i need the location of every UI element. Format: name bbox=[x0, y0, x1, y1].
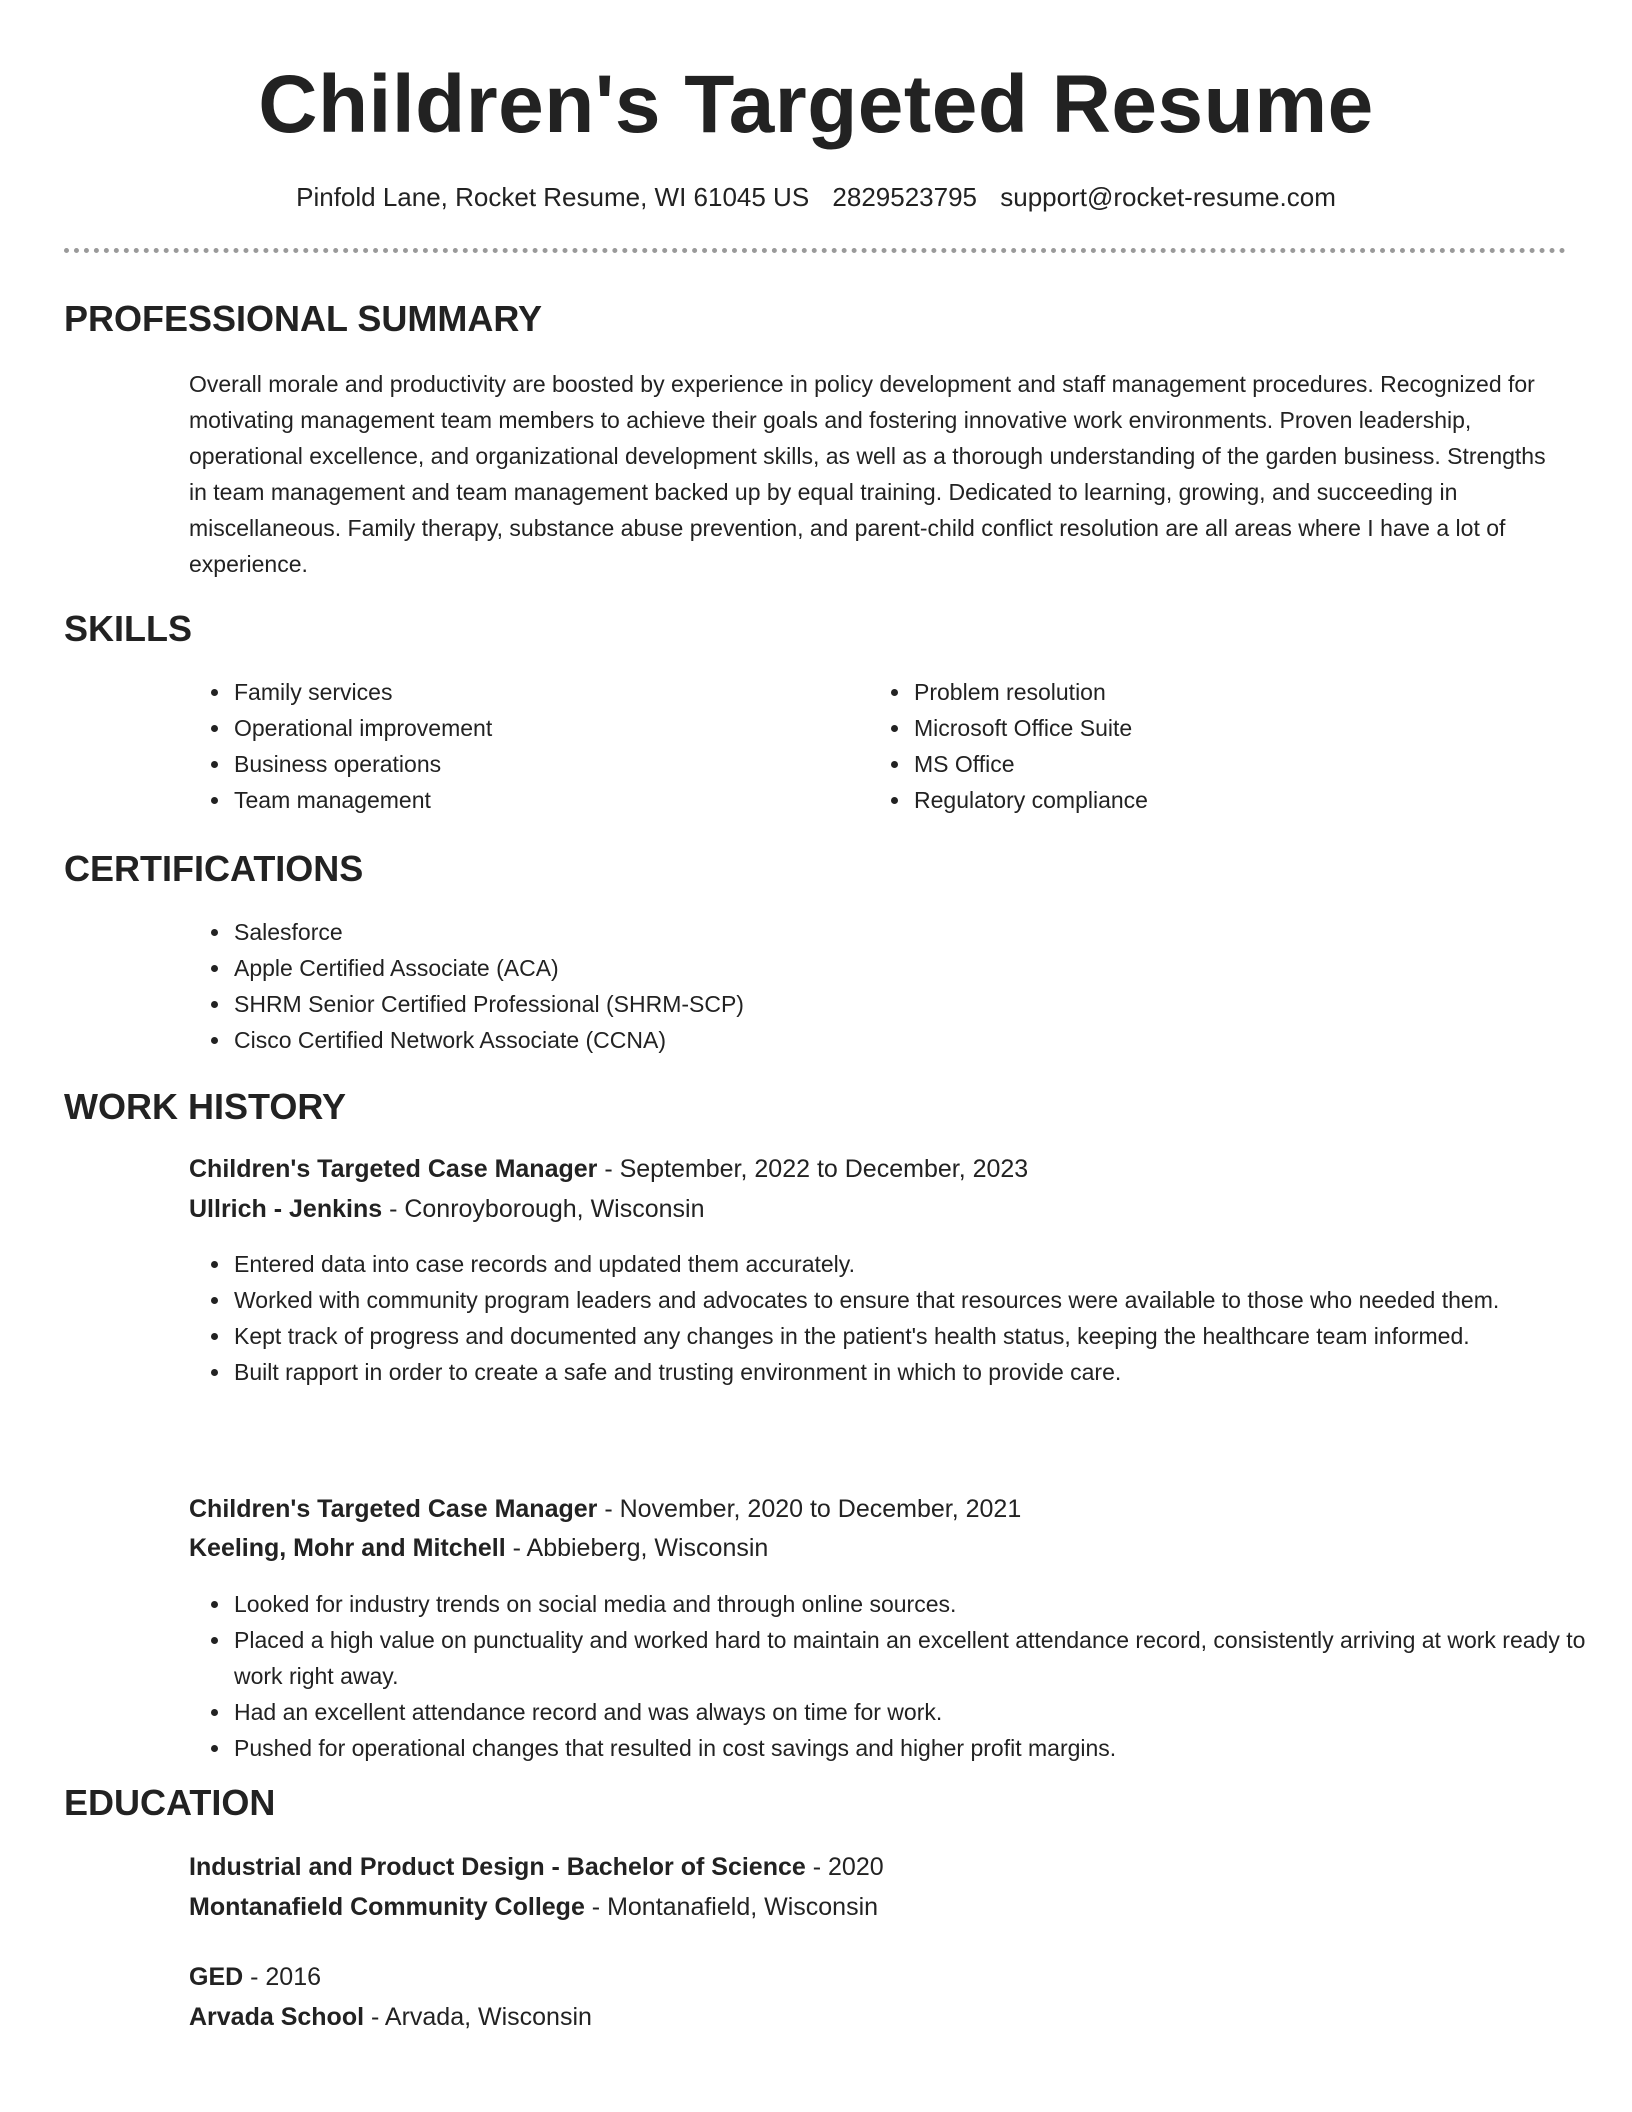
job-bullet: • Kept track of progress and documented any changes in the patient's health status, keeping the healthcare team informed. bbox=[232, 1318, 1607, 1354]
job-company: Ullrich - Jenkins bbox=[189, 1195, 383, 1223]
skills-list-right bbox=[869, 674, 1552, 818]
section-title-work-history: WORK HISTORY bbox=[64, 1086, 347, 1127]
education-degree: GED bbox=[189, 1963, 244, 1991]
education-year: - 2020 bbox=[805, 1853, 884, 1881]
summary-text: Overall morale and productivity are boosted by experience in policy development and staff management procedures. Recognized for motivating management team members to achieve their goals and fostering innovative work environments. Proven leadership, operational excellence, and organizational development skills, as well as a thorough understanding of the garden business. Strengths in team management and team management backed up by equal training. Dedicated to learning, growing, and succeeding in miscellaneous. Family therapy, substance abuse prevention, and parent-child conflict resolution are all areas where I have a lot of experience. bbox=[189, 371, 1546, 577]
job-title-line bbox=[189, 1490, 1564, 1528]
contact-phone: 2829523795 bbox=[832, 182, 978, 212]
education-location: - Arvada, Wisconsin bbox=[364, 2003, 592, 2031]
contact-email: support@rocket-resume.com bbox=[1000, 182, 1336, 212]
job-bullets bbox=[189, 1586, 1607, 1766]
resume-title: Children's Targeted Resume bbox=[258, 59, 1374, 150]
job-location: - Conroyborough, Wisconsin bbox=[382, 1195, 705, 1223]
header-divider bbox=[64, 248, 1566, 253]
job-entry bbox=[189, 1490, 1564, 1567]
job-dates: - September, 2022 to December, 2023 bbox=[597, 1155, 1029, 1183]
education-degree-line bbox=[189, 1958, 1564, 1996]
job-bullet: • Pushed for operational changes that resulted in cost savings and higher profit margins. bbox=[232, 1730, 1607, 1766]
skills-list-left bbox=[189, 674, 872, 818]
contact-line bbox=[0, 182, 1632, 213]
contact-address: Pinfold Lane, Rocket Resume, WI 61045 US bbox=[296, 182, 810, 212]
section-title-education: EDUCATION bbox=[64, 1782, 276, 1823]
job-bullet: • Placed a high value on punctuality and worked hard to maintain an excellent attendance record, consistently arriving at work ready to work right away. bbox=[232, 1622, 1607, 1694]
education-school: Arvada School bbox=[189, 2003, 365, 2031]
job-dates: - November, 2020 to December, 2021 bbox=[597, 1495, 1022, 1523]
job-location: - Abbieberg, Wisconsin bbox=[505, 1534, 769, 1562]
section-title-skills: SKILLS bbox=[64, 608, 193, 649]
job-bullet: • Looked for industry trends on social media and through online sources. bbox=[232, 1586, 1607, 1622]
education-school-line bbox=[189, 1998, 1564, 2036]
education-entry bbox=[189, 1958, 1564, 2036]
job-bullet: • Had an excellent attendance record and was always on time for work. bbox=[232, 1694, 1607, 1730]
certification-item: • Apple Certified Associate (ACA) bbox=[232, 950, 1607, 986]
certification-item: • SHRM Senior Certified Professional (SHRM-SCP) bbox=[232, 986, 1607, 1022]
skill-item: • Business operations bbox=[232, 746, 872, 782]
job-bullet: • Built rapport in order to create a safe and trusting environment in which to provide care. bbox=[232, 1354, 1607, 1390]
job-role: Children's Targeted Case Manager bbox=[189, 1155, 598, 1183]
certifications-list bbox=[189, 914, 1607, 1058]
education-school: Montanafield Community College bbox=[189, 1893, 585, 1921]
job-entry bbox=[189, 1150, 1564, 1228]
education-degree-line bbox=[189, 1848, 1564, 1886]
education-entry bbox=[189, 1848, 1564, 1926]
skill-item: • Operational improvement bbox=[232, 710, 872, 746]
certification-item: • Cisco Certified Network Associate (CCNA) bbox=[232, 1022, 1607, 1058]
job-bullets bbox=[189, 1246, 1607, 1390]
job-bullet: • Worked with community program leaders and advocates to ensure that resources were available to those who needed them. bbox=[232, 1282, 1607, 1318]
section-title-certifications: CERTIFICATIONS bbox=[64, 848, 364, 889]
section-title-summary: PROFESSIONAL SUMMARY bbox=[64, 298, 543, 339]
education-location: - Montanafield, Wisconsin bbox=[584, 1893, 879, 1921]
skill-item: • Problem resolution bbox=[912, 674, 1552, 710]
skill-item: • MS Office bbox=[912, 746, 1552, 782]
job-company-line bbox=[189, 1190, 1564, 1228]
skill-item: • Microsoft Office Suite bbox=[912, 710, 1552, 746]
education-year: - 2016 bbox=[243, 1963, 322, 1991]
certification-item: • Salesforce bbox=[232, 914, 1607, 950]
job-bullet: • Entered data into case records and updated them accurately. bbox=[232, 1246, 1607, 1282]
job-company: Keeling, Mohr and Mitchell bbox=[189, 1534, 506, 1562]
job-title-line bbox=[189, 1150, 1564, 1188]
education-school-line bbox=[189, 1888, 1564, 1926]
skill-item: • Team management bbox=[232, 782, 872, 818]
job-company-line bbox=[189, 1529, 1564, 1567]
skill-item: • Family services bbox=[232, 674, 872, 710]
skill-item: • Regulatory compliance bbox=[912, 782, 1552, 818]
job-role: Children's Targeted Case Manager bbox=[189, 1495, 598, 1523]
education-degree: Industrial and Product Design - Bachelor of Science bbox=[189, 1853, 806, 1881]
